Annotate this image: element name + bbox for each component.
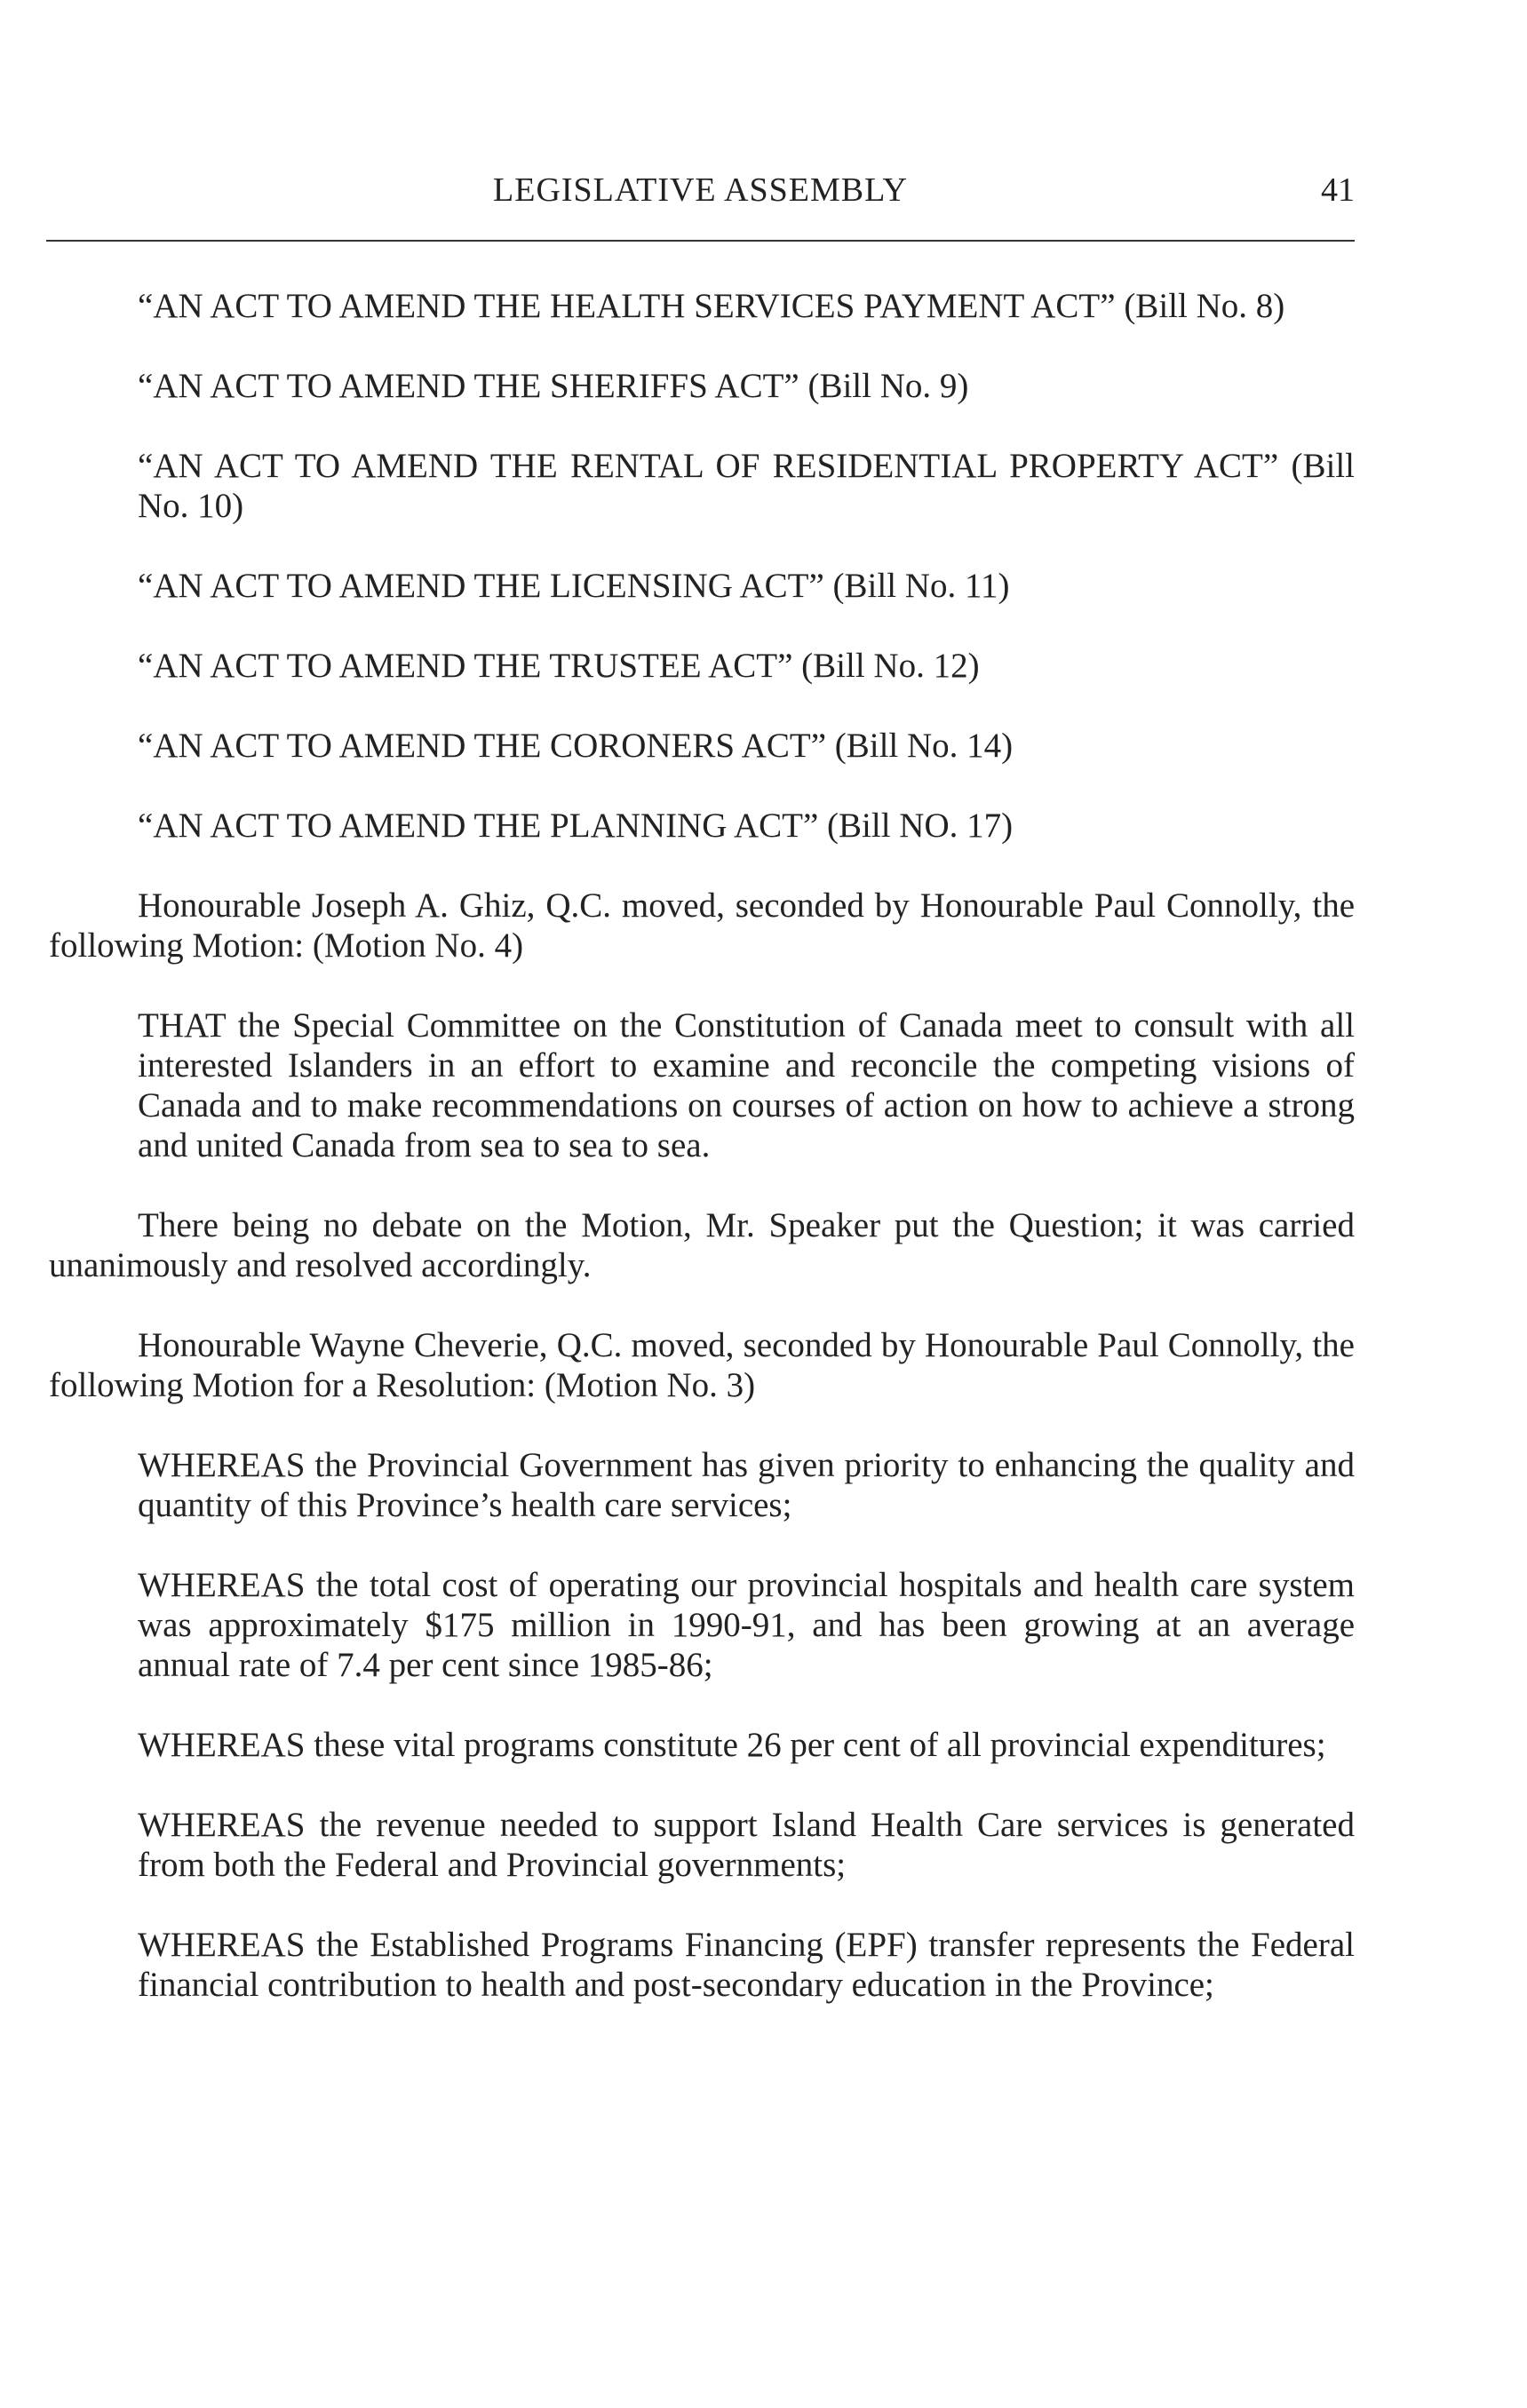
bill-title: “AN ACT TO AMEND THE SHERIFFS ACT” (Bill No. 9) (138, 367, 969, 405)
page-number: 41 (1321, 171, 1355, 209)
bill-title: “AN ACT TO AMEND THE CORONERS ACT” (Bill No. 14) (138, 727, 1014, 765)
motion-3-intro: Honourable Wayne Cheverie, Q.C. moved, seconded by Honourable Paul Connolly, the following Motion for a Resolution: (Motion No. 3) (49, 1326, 1355, 1404)
bill-title: “AN ACT TO AMEND THE RENTAL OF RESIDENTIAL PROPERTY ACT” (Bill No. 10) (138, 447, 1355, 525)
whereas-clause: WHEREAS the Provincial Government has given priority to enhancing the quality and quantity of this Province’s health care services; (138, 1446, 1355, 1524)
whereas-clause: WHEREAS the total cost of operating our provincial hospitals and health care system was approximately $175 million in 1990-91, and has been growing at an average annual rate of 7.4 per cent since 1985-86; (138, 1566, 1355, 1684)
whereas-clause: WHEREAS the revenue needed to support Island Health Care services is generated from both the Federal and Provincial governments; (138, 1806, 1355, 1884)
motion-4-intro: Honourable Joseph A. Ghiz, Q.C. moved, seconded by Honourable Paul Connolly, the following Motion: (Motion No. 4) (49, 886, 1355, 965)
header-rule (46, 240, 1355, 242)
running-title: LEGISLATIVE ASSEMBLY (493, 171, 908, 209)
bill-title: “AN ACT TO AMEND THE TRUSTEE ACT” (Bill No. 12) (138, 647, 980, 685)
bill-title: “AN ACT TO AMEND THE HEALTH SERVICES PAYMENT ACT” (Bill No. 8) (138, 287, 1285, 325)
whereas-clause: WHEREAS these vital programs constitute 26 per cent of all provincial expenditures; (138, 1726, 1326, 1764)
motion-4-result: There being no debate on the Motion, Mr. Speaker put the Question; it was carried unanimously and resolved accordingly. (49, 1206, 1355, 1284)
motion-4-text: THAT the Special Committee on the Constitution of Canada meet to consult with all interested Islanders in an effort to examine and reconcile the competing visions of Canada and to make recommendations on courses of action on how to achieve a strong and united Canada from sea to sea to sea. (138, 1006, 1355, 1164)
bill-title: “AN ACT TO AMEND THE LICENSING ACT” (Bill No. 11) (138, 567, 1010, 605)
whereas-clause: WHEREAS the Established Programs Financing (EPF) transfer represents the Federal financial contribution to health and post-secondary education in the Province; (138, 1926, 1355, 2004)
page-header (46, 171, 1355, 224)
bill-title: “AN ACT TO AMEND THE PLANNING ACT” (Bill NO. 17) (138, 807, 1014, 845)
page-body (49, 286, 1355, 2005)
